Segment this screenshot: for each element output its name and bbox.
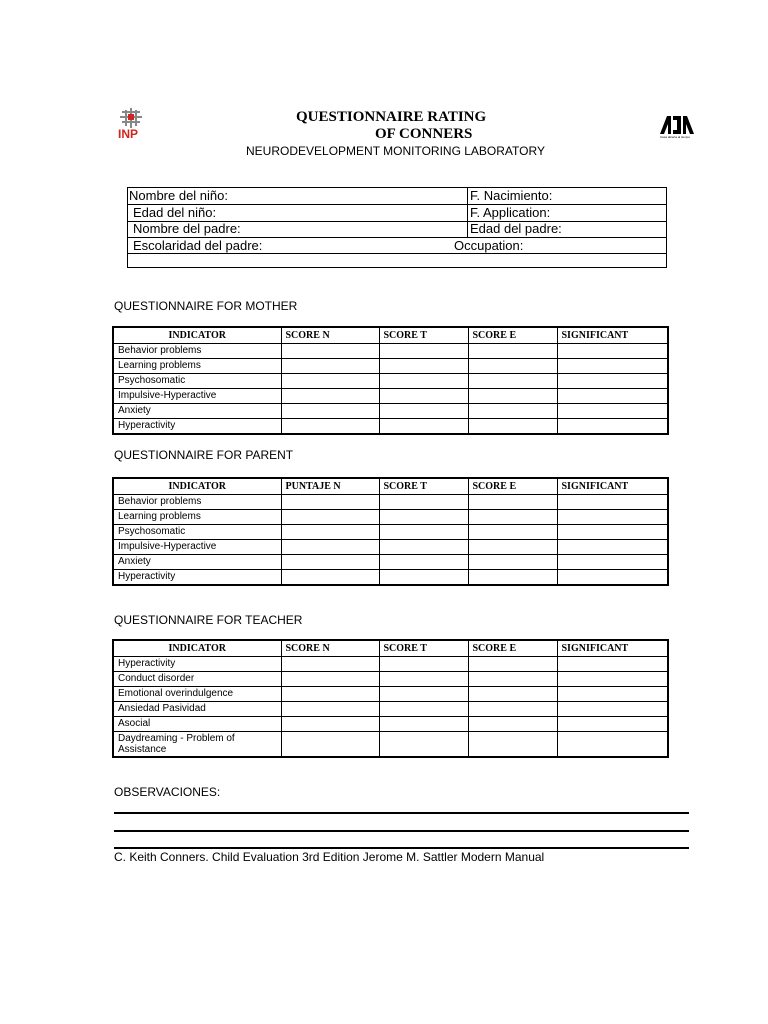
score-cell[interactable] bbox=[281, 570, 379, 586]
indicator-label: Hyperactivity bbox=[113, 419, 281, 435]
column-header: SCORE E bbox=[468, 640, 557, 657]
uam-logo bbox=[660, 116, 696, 144]
score-cell[interactable] bbox=[379, 657, 468, 672]
table-row bbox=[113, 510, 668, 525]
column-header: SCORE T bbox=[379, 327, 468, 344]
observations-line[interactable] bbox=[114, 812, 689, 814]
indicator-label: Anxiety bbox=[113, 404, 281, 419]
table-row bbox=[113, 404, 668, 419]
score-cell[interactable] bbox=[379, 344, 468, 359]
table-row bbox=[113, 540, 668, 555]
column-header: INDICATOR bbox=[113, 478, 281, 495]
indicator-label: Asocial bbox=[113, 717, 281, 732]
score-cell[interactable] bbox=[468, 510, 557, 525]
indicator-label: Behavior problems bbox=[113, 344, 281, 359]
score-cell[interactable] bbox=[468, 570, 557, 586]
indicator-label: Ansiedad Pasividad bbox=[113, 702, 281, 717]
birth-date-field[interactable]: F. Nacimiento: bbox=[470, 188, 553, 203]
score-cell[interactable] bbox=[379, 419, 468, 435]
column-header: INDICATOR bbox=[113, 327, 281, 344]
score-cell[interactable] bbox=[281, 495, 379, 510]
indicator-label: Anxiety bbox=[113, 555, 281, 570]
score-cell[interactable] bbox=[379, 570, 468, 586]
page-title-line2: OF CONNERS bbox=[375, 126, 473, 142]
table-row bbox=[113, 525, 668, 540]
score-cell[interactable] bbox=[281, 555, 379, 570]
column-header: PUNTAJE N bbox=[281, 478, 379, 495]
indicator-label: Hyperactivity bbox=[113, 657, 281, 672]
indicator-label: Learning problems bbox=[113, 359, 281, 374]
father-age-field[interactable]: Edad del padre: bbox=[470, 221, 562, 236]
score-cell[interactable] bbox=[557, 419, 668, 435]
observations-line[interactable] bbox=[114, 830, 689, 832]
column-header: SCORE T bbox=[379, 640, 468, 657]
score-cell[interactable] bbox=[468, 419, 557, 435]
indicator-label: Psychosomatic bbox=[113, 374, 281, 389]
inp-logo-text: INP bbox=[118, 127, 139, 141]
score-cell[interactable] bbox=[557, 570, 668, 586]
score-cell[interactable] bbox=[379, 374, 468, 389]
score-cell[interactable] bbox=[379, 672, 468, 687]
table-row bbox=[113, 672, 668, 687]
score-cell[interactable] bbox=[557, 344, 668, 359]
score-cell[interactable] bbox=[281, 359, 379, 374]
indicator-label: Conduct disorder bbox=[113, 672, 281, 687]
column-header: SCORE N bbox=[281, 327, 379, 344]
indicator-label: Emotional overindulgence bbox=[113, 687, 281, 702]
score-cell[interactable] bbox=[379, 359, 468, 374]
score-cell[interactable] bbox=[468, 687, 557, 702]
column-header: SCORE T bbox=[379, 478, 468, 495]
patient-info-box bbox=[127, 187, 667, 268]
score-cell[interactable] bbox=[281, 419, 379, 435]
score-cell[interactable] bbox=[281, 525, 379, 540]
child-age-field[interactable]: Edad del niño: bbox=[133, 205, 217, 220]
indicator-label: Learning problems bbox=[113, 510, 281, 525]
score-cell[interactable] bbox=[557, 657, 668, 672]
score-cell[interactable] bbox=[468, 717, 557, 732]
inp-emblem-icon bbox=[118, 108, 144, 128]
indicator-label: Hyperactivity bbox=[113, 570, 281, 586]
table-row bbox=[113, 344, 668, 359]
table-row bbox=[113, 717, 668, 732]
score-cell[interactable] bbox=[379, 404, 468, 419]
table-row bbox=[113, 570, 668, 586]
page-title-line1: QUESTIONNAIRE RATING bbox=[296, 109, 487, 125]
score-cell[interactable] bbox=[468, 374, 557, 389]
score-cell[interactable] bbox=[281, 657, 379, 672]
parent-section-heading: QUESTIONNAIRE FOR PARENT bbox=[114, 448, 294, 462]
uam-tagline: Casa abierta al tiempo bbox=[660, 135, 691, 139]
column-header: INDICATOR bbox=[113, 640, 281, 657]
score-cell[interactable] bbox=[557, 702, 668, 717]
score-cell[interactable] bbox=[557, 717, 668, 732]
score-cell[interactable] bbox=[468, 702, 557, 717]
score-cell[interactable] bbox=[468, 732, 557, 758]
indicator-label: Impulsive-Hyperactive bbox=[113, 389, 281, 404]
score-cell[interactable] bbox=[281, 404, 379, 419]
score-cell[interactable] bbox=[379, 687, 468, 702]
table-row bbox=[113, 359, 668, 374]
inp-logo bbox=[118, 108, 148, 142]
score-cell[interactable] bbox=[379, 732, 468, 758]
father-schooling-field[interactable]: Escolaridad del padre: bbox=[133, 238, 263, 253]
score-cell[interactable] bbox=[557, 374, 668, 389]
score-cell[interactable] bbox=[557, 672, 668, 687]
score-cell[interactable] bbox=[379, 555, 468, 570]
column-header: SIGNIFICANT bbox=[557, 640, 668, 657]
table-row bbox=[113, 657, 668, 672]
score-cell[interactable] bbox=[468, 389, 557, 404]
indicator-label: Impulsive-Hyperactive bbox=[113, 540, 281, 555]
table-row bbox=[113, 495, 668, 510]
score-cell[interactable] bbox=[557, 540, 668, 555]
column-header: SCORE E bbox=[468, 478, 557, 495]
score-cell[interactable] bbox=[281, 702, 379, 717]
score-cell[interactable] bbox=[281, 732, 379, 758]
score-cell[interactable] bbox=[379, 495, 468, 510]
table-row bbox=[113, 687, 668, 702]
father-name-field[interactable]: Nombre del padre: bbox=[133, 221, 241, 236]
score-cell[interactable] bbox=[468, 657, 557, 672]
indicator-label: Psychosomatic bbox=[113, 525, 281, 540]
teacher-score-table bbox=[112, 639, 669, 758]
score-cell[interactable] bbox=[281, 510, 379, 525]
reference-citation: C. Keith Conners. Child Evaluation 3rd Edition Jerome M. Sattler Modern Manual bbox=[114, 850, 545, 864]
score-cell[interactable] bbox=[468, 540, 557, 555]
page-subtitle: NEURODEVELOPMENT MONITORING LABORATORY bbox=[246, 144, 545, 158]
score-cell[interactable] bbox=[281, 389, 379, 404]
column-header: SCORE N bbox=[281, 640, 379, 657]
score-cell[interactable] bbox=[281, 540, 379, 555]
table-row bbox=[113, 732, 668, 758]
score-cell[interactable] bbox=[557, 732, 668, 758]
score-cell[interactable] bbox=[379, 540, 468, 555]
score-cell[interactable] bbox=[281, 717, 379, 732]
score-cell[interactable] bbox=[379, 717, 468, 732]
score-cell[interactable] bbox=[468, 672, 557, 687]
score-cell[interactable] bbox=[468, 344, 557, 359]
table-row bbox=[113, 555, 668, 570]
observations-line[interactable] bbox=[114, 847, 689, 849]
score-cell[interactable] bbox=[468, 404, 557, 419]
score-cell[interactable] bbox=[557, 687, 668, 702]
score-cell[interactable] bbox=[557, 359, 668, 374]
score-cell[interactable] bbox=[557, 495, 668, 510]
score-cell[interactable] bbox=[557, 510, 668, 525]
table-row bbox=[113, 389, 668, 404]
score-cell[interactable] bbox=[468, 359, 557, 374]
score-cell[interactable] bbox=[468, 495, 557, 510]
column-header: SIGNIFICANT bbox=[557, 327, 668, 344]
score-cell[interactable] bbox=[379, 510, 468, 525]
score-cell[interactable] bbox=[557, 389, 668, 404]
application-date-field[interactable]: F. Application: bbox=[470, 205, 551, 220]
score-cell[interactable] bbox=[281, 687, 379, 702]
mother-section-heading: QUESTIONNAIRE FOR MOTHER bbox=[114, 299, 298, 313]
score-cell[interactable] bbox=[379, 702, 468, 717]
info-column-divider bbox=[467, 188, 468, 238]
child-name-field[interactable]: Nombre del niño: bbox=[129, 188, 228, 203]
score-cell[interactable] bbox=[557, 404, 668, 419]
table-row bbox=[113, 419, 668, 435]
score-cell[interactable] bbox=[379, 525, 468, 540]
table-row bbox=[113, 702, 668, 717]
parent-score-table bbox=[112, 477, 669, 586]
score-cell[interactable] bbox=[379, 389, 468, 404]
score-cell[interactable] bbox=[557, 555, 668, 570]
occupation-field[interactable]: Occupation: bbox=[454, 238, 524, 253]
uam-emblem-icon bbox=[660, 116, 694, 134]
score-cell[interactable] bbox=[281, 672, 379, 687]
indicator-label: Behavior problems bbox=[113, 495, 281, 510]
teacher-section-heading: QUESTIONNAIRE FOR TEACHER bbox=[114, 613, 303, 627]
observations-label: OBSERVACIONES: bbox=[114, 785, 221, 799]
column-header: SCORE E bbox=[468, 327, 557, 344]
score-cell[interactable] bbox=[468, 555, 557, 570]
indicator-label: Daydreaming - Problem of Assistance bbox=[113, 732, 281, 758]
table-row bbox=[113, 374, 668, 389]
column-header: SIGNIFICANT bbox=[557, 478, 668, 495]
score-cell[interactable] bbox=[557, 525, 668, 540]
score-cell[interactable] bbox=[281, 374, 379, 389]
score-cell[interactable] bbox=[468, 525, 557, 540]
mother-score-table bbox=[112, 326, 669, 435]
score-cell[interactable] bbox=[281, 344, 379, 359]
